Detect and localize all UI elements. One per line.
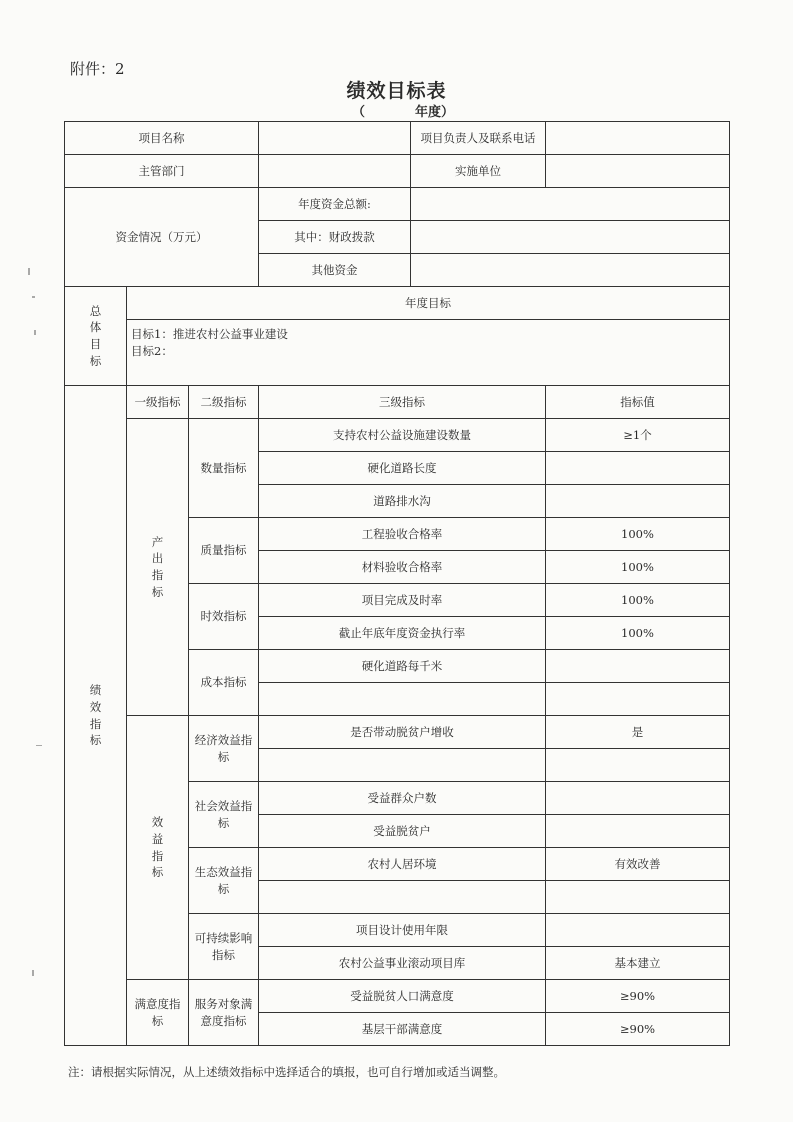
indicator-name: 受益群众户数 bbox=[259, 782, 546, 815]
indicator-name: 农村人居环境 bbox=[259, 848, 546, 881]
subtitle-open: （ bbox=[352, 105, 366, 120]
perf-indicator-label: 绩效指标 bbox=[65, 386, 127, 1046]
indicator-value[interactable] bbox=[546, 815, 730, 848]
indicator-value[interactable]: ≥1个 bbox=[546, 419, 730, 452]
unit-value[interactable] bbox=[546, 155, 730, 188]
indicator-value[interactable]: ≥90% bbox=[546, 980, 730, 1013]
indicator-name: 项目完成及时率 bbox=[259, 584, 546, 617]
year-subtitle bbox=[352, 101, 454, 120]
page-title: 绩效目标表 bbox=[346, 80, 447, 102]
funds-other-label: 其他资金 bbox=[259, 254, 411, 287]
indicator-value[interactable]: 100% bbox=[546, 617, 730, 650]
project-name-label: 项目名称 bbox=[65, 122, 259, 155]
indicator-value[interactable]: 是 bbox=[546, 716, 730, 749]
dept-label: 主管部门 bbox=[65, 155, 259, 188]
performance-target-table bbox=[64, 121, 730, 1046]
funds-fiscal-label: 其中：财政拨款 bbox=[259, 221, 411, 254]
indicator-value[interactable]: 100% bbox=[546, 518, 730, 551]
indicator-name: 农村公益事业滚动项目库 bbox=[259, 947, 546, 980]
annual-goal-heading: 年度目标 bbox=[127, 287, 730, 320]
economic-indicator-label: 经济效益指标 bbox=[189, 716, 259, 782]
indicator-name: 硬化道路每千米 bbox=[259, 650, 546, 683]
funds-total-label: 年度资金总额: bbox=[259, 188, 411, 221]
sustain-indicator-label: 可持续影响指标 bbox=[189, 914, 259, 980]
indicator-value[interactable] bbox=[546, 881, 730, 914]
quality-indicator-label: 质量指标 bbox=[189, 518, 259, 584]
indicator-value[interactable]: 100% bbox=[546, 584, 730, 617]
indicator-name: 项目设计使用年限 bbox=[259, 914, 546, 947]
leader-label: 项目负责人及联系电话 bbox=[411, 122, 546, 155]
scan-speck bbox=[34, 330, 36, 335]
satisfaction-indicator-label: 满意度指标 bbox=[127, 980, 189, 1046]
indicator-value[interactable] bbox=[546, 485, 730, 518]
funds-label: 资金情况（万元） bbox=[65, 188, 259, 287]
col-level3: 三级指标 bbox=[259, 386, 546, 419]
col-level1: 一级指标 bbox=[127, 386, 189, 419]
social-indicator-label: 社会效益指标 bbox=[189, 782, 259, 848]
indicator-value[interactable]: 基本建立 bbox=[546, 947, 730, 980]
funds-total-value[interactable] bbox=[411, 188, 730, 221]
output-indicator-label: 产出指标 bbox=[127, 419, 189, 716]
indicator-name: 基层干部满意度 bbox=[259, 1013, 546, 1046]
attachment-label: 附件：2 bbox=[70, 60, 125, 78]
goal-2: 目标2： bbox=[131, 343, 173, 358]
col-value: 指标值 bbox=[546, 386, 730, 419]
indicator-value[interactable]: 有效改善 bbox=[546, 848, 730, 881]
indicator-name: 材料验收合格率 bbox=[259, 551, 546, 584]
indicator-value[interactable]: 100% bbox=[546, 551, 730, 584]
indicator-name: 支持农村公益设施建设数量 bbox=[259, 419, 546, 452]
goal-text[interactable] bbox=[127, 320, 730, 386]
service-indicator-label: 服务对象满意度指标 bbox=[189, 980, 259, 1046]
indicator-value[interactable] bbox=[546, 650, 730, 683]
timeliness-indicator-label: 时效指标 bbox=[189, 584, 259, 650]
dept-value[interactable] bbox=[259, 155, 411, 188]
indicator-value[interactable] bbox=[546, 782, 730, 815]
indicator-name[interactable] bbox=[259, 683, 546, 716]
eco-indicator-label: 生态效益指标 bbox=[189, 848, 259, 914]
indicator-value[interactable] bbox=[546, 914, 730, 947]
indicator-name: 受益脱贫人口满意度 bbox=[259, 980, 546, 1013]
indicator-name: 受益脱贫户 bbox=[259, 815, 546, 848]
indicator-name: 硬化道路长度 bbox=[259, 452, 546, 485]
indicator-name[interactable] bbox=[259, 749, 546, 782]
unit-label: 实施单位 bbox=[411, 155, 546, 188]
funds-other-value[interactable] bbox=[411, 254, 730, 287]
cost-indicator-label: 成本指标 bbox=[189, 650, 259, 716]
subtitle-close: 年度） bbox=[415, 105, 455, 120]
indicator-name: 截止年底年度资金执行率 bbox=[259, 617, 546, 650]
indicator-value[interactable] bbox=[546, 683, 730, 716]
quantity-indicator-label: 数量指标 bbox=[189, 419, 259, 518]
leader-value[interactable] bbox=[546, 122, 730, 155]
project-name-value[interactable] bbox=[259, 122, 411, 155]
overall-goal-label: 总体目标 bbox=[65, 287, 127, 386]
indicator-name: 工程验收合格率 bbox=[259, 518, 546, 551]
funds-fiscal-value[interactable] bbox=[411, 221, 730, 254]
footnote: 注：请根据实际情况，从上述绩效指标中选择适合的填报，也可自行增加或适当调整。 bbox=[68, 1065, 505, 1079]
scan-speck bbox=[28, 268, 30, 275]
scan-speck bbox=[36, 745, 42, 746]
indicator-name[interactable] bbox=[259, 881, 546, 914]
scan-speck bbox=[32, 970, 34, 976]
indicator-value[interactable] bbox=[546, 452, 730, 485]
indicator-value[interactable]: ≥90% bbox=[546, 1013, 730, 1046]
indicator-name: 是否带动脱贫户增收 bbox=[259, 716, 546, 749]
indicator-name: 道路排水沟 bbox=[259, 485, 546, 518]
indicator-value[interactable] bbox=[546, 749, 730, 782]
goal-1: 目标1：推进农村公益事业建设 bbox=[131, 327, 288, 341]
benefit-indicator-label: 效益指标 bbox=[127, 716, 189, 980]
col-level2: 二级指标 bbox=[189, 386, 259, 419]
scan-speck bbox=[32, 296, 35, 298]
